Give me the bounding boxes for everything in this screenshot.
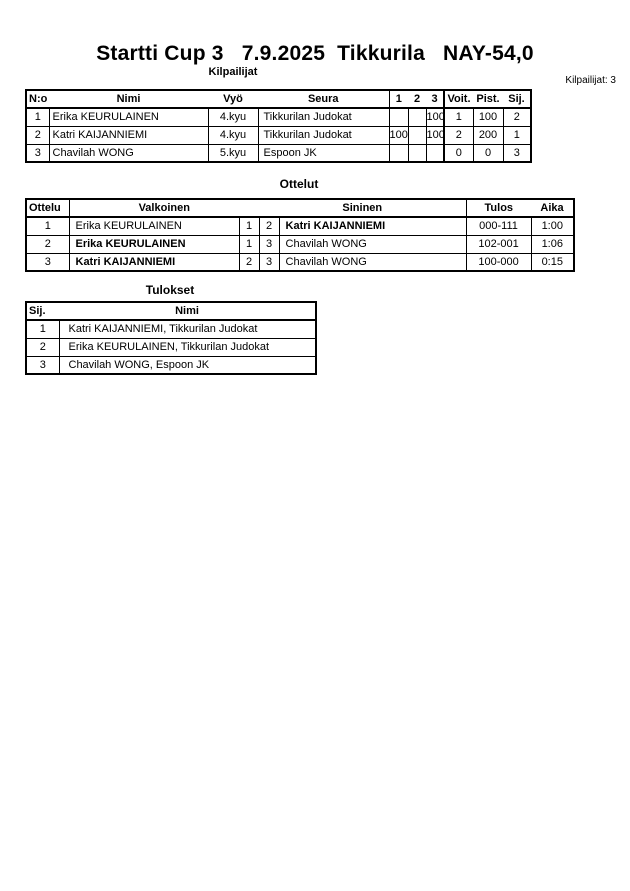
col-round-1: 1 <box>389 90 408 108</box>
result-place: 1 <box>26 320 59 338</box>
col-tulos: Tulos <box>466 199 531 217</box>
page-title: Startti Cup 3 7.9.2025 Tikkurila NAY-54,0 <box>96 42 534 65</box>
match-result: 000-111 <box>466 217 531 235</box>
blue-number: 3 <box>259 253 279 271</box>
points: 0 <box>473 144 503 162</box>
col-sininen: Sininen <box>259 199 466 217</box>
competitor-name: Katri KAIJANNIEMI <box>49 126 208 144</box>
col-valkoinen: Valkoinen <box>69 199 259 217</box>
score-2 <box>408 126 426 144</box>
white-number: 1 <box>239 235 259 253</box>
competitors-count: Kilpailijat: 3 <box>565 75 616 86</box>
white-competitor: Erika KEURULAINEN <box>69 217 239 235</box>
competitor-no: 1 <box>26 108 49 126</box>
white-competitor: Katri KAIJANNIEMI <box>69 253 239 271</box>
competitor-club: Tikkurilan Judokat <box>258 108 389 126</box>
ottelut-heading: Ottelut <box>279 177 319 191</box>
blue-competitor: Katri KAIJANNIEMI <box>279 217 466 235</box>
ottelut-header-row <box>26 199 574 217</box>
match-time: 1:00 <box>531 217 574 235</box>
col-no: N:o <box>26 90 49 108</box>
white-competitor: Erika KEURULAINEN <box>69 235 239 253</box>
match-result: 100-000 <box>466 253 531 271</box>
match-no: 3 <box>26 253 69 271</box>
competitor-belt: 5.kyu <box>208 144 258 162</box>
col-round-2: 2 <box>408 90 426 108</box>
match-row <box>26 235 574 253</box>
score-1: 100 <box>389 126 408 144</box>
competitor-row <box>26 144 531 162</box>
match-no: 1 <box>26 217 69 235</box>
competitor-row <box>26 126 531 144</box>
wins: 2 <box>444 126 473 144</box>
result-row <box>26 338 316 356</box>
result-place: 3 <box>26 356 59 374</box>
kilpailijat-table <box>25 89 532 163</box>
score-3: 100 <box>426 108 444 126</box>
wins: 0 <box>444 144 473 162</box>
result-place: 2 <box>26 338 59 356</box>
result-row <box>26 356 316 374</box>
tulokset-header-row <box>26 302 316 320</box>
competitor-no: 2 <box>26 126 49 144</box>
col-ottelu: Ottelu <box>26 199 69 217</box>
col-sij: Sij. <box>503 90 531 108</box>
wins: 1 <box>444 108 473 126</box>
competitor-club: Tikkurilan Judokat <box>258 126 389 144</box>
competitor-name: Chavilah WONG <box>49 144 208 162</box>
placement: 3 <box>503 144 531 162</box>
match-result: 102-001 <box>466 235 531 253</box>
competitor-club: Espoon JK <box>258 144 389 162</box>
match-time: 1:06 <box>531 235 574 253</box>
ottelut-table <box>25 198 575 272</box>
col-nimi: Nimi <box>49 90 208 108</box>
placement: 2 <box>503 108 531 126</box>
placement: 1 <box>503 126 531 144</box>
blue-competitor: Chavilah WONG <box>279 253 466 271</box>
col-pist: Pist. <box>473 90 503 108</box>
score-1 <box>389 144 408 162</box>
score-2 <box>408 144 426 162</box>
points: 100 <box>473 108 503 126</box>
col-voit: Voit. <box>444 90 473 108</box>
result-name: Chavilah WONG, Espoon JK <box>59 356 316 374</box>
tulokset-table <box>25 301 317 375</box>
col-sij: Sij. <box>26 302 59 320</box>
match-time: 0:15 <box>531 253 574 271</box>
match-no: 2 <box>26 235 69 253</box>
white-number: 2 <box>239 253 259 271</box>
score-2 <box>408 108 426 126</box>
col-aika: Aika <box>531 199 574 217</box>
competitor-row <box>26 108 531 126</box>
kilpailijat-header-row <box>26 90 531 108</box>
result-row <box>26 320 316 338</box>
score-1 <box>389 108 408 126</box>
result-name: Erika KEURULAINEN, Tikkurilan Judokat <box>59 338 316 356</box>
competitor-no: 3 <box>26 144 49 162</box>
competitor-name: Erika KEURULAINEN <box>49 108 208 126</box>
white-number: 1 <box>239 217 259 235</box>
score-3: 100 <box>426 126 444 144</box>
blue-competitor: Chavilah WONG <box>279 235 466 253</box>
competitor-belt: 4.kyu <box>208 126 258 144</box>
col-vyo: Vyö <box>208 90 258 108</box>
blue-number: 3 <box>259 235 279 253</box>
match-row <box>26 217 574 235</box>
match-row <box>26 253 574 271</box>
result-name: Katri KAIJANNIEMI, Tikkurilan Judokat <box>59 320 316 338</box>
tulokset-heading: Tulokset <box>145 283 195 297</box>
points: 200 <box>473 126 503 144</box>
blue-number: 2 <box>259 217 279 235</box>
competitor-belt: 4.kyu <box>208 108 258 126</box>
col-round-3: 3 <box>426 90 444 108</box>
score-3 <box>426 144 444 162</box>
col-nimi: Nimi <box>59 302 316 320</box>
col-seura: Seura <box>258 90 389 108</box>
kilpailijat-heading: Kilpailijat <box>208 66 258 78</box>
